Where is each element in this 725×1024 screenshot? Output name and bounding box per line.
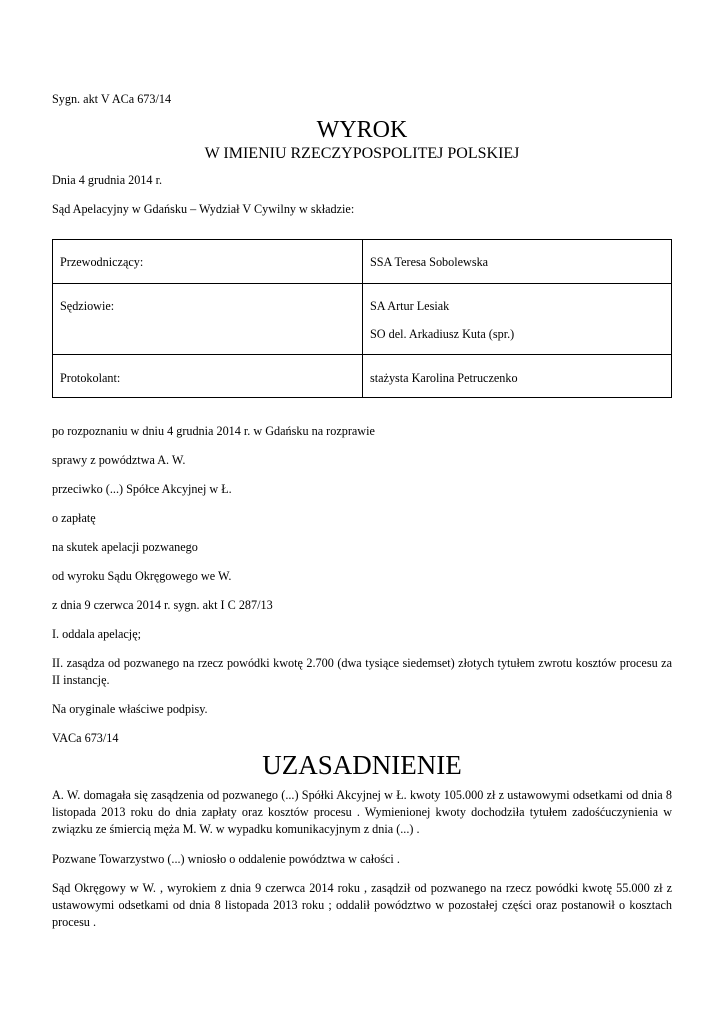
proceedings-line: na skutek apelacji pozwanego [52,540,198,554]
justification-paragraph: Pozwane Towarzystwo (...) wniosło o oddalenie powództwa w całości . [52,852,400,866]
presiding-value-cell: SSA Teresa Sobolewska [363,240,672,284]
judgment-date: Dnia 4 grudnia 2014 r. [52,173,163,187]
judges-label-cell: Sędziowie: [53,284,363,355]
proceedings-line: od wyroku Sądu Okręgowego we W. [52,569,232,583]
table-row [53,284,672,355]
judgment-title: WYROK [316,117,408,143]
table-row [53,355,672,398]
ruling-point-1: I. oddala apelację; [52,627,141,641]
ruling-point-2: II. zasądza od pozwanego na rzecz powódki kwotę 2.700 (dwa tysiące siedemset) złotych tytułem zwrotu kosztów procesu za II instancję. [52,656,672,687]
case-number: Sygn. akt V ACa 673/14 [52,92,172,106]
proceedings-line: po rozpoznaniu w dniu 4 grudnia 2014 r. w Gdańsku na rozprawie [52,424,375,438]
justification-reference: VACa 673/14 [52,731,119,745]
justification-title: UZASADNIENIE [262,750,462,780]
proceedings-line: przeciwko (...) Spółce Akcyjnej w Ł. [52,482,232,496]
justification-paragraph: A. W. domagała się zasądzenia od pozwanego (...) Spółki Akcyjnej w Ł. kwoty 105.000 zł z ustawowymi odsetkami od dnia 8 listopada 2013 roku do dnia zapłaty oraz kosztów procesu . Wymienionej kwoty dochodziła tytułem zadośćuczynienia w związku ze śmiercią męża M. W. w wypadku komunikacyjnym z dnia (...) . [52,788,672,836]
proceedings-line: z dnia 9 czerwca 2014 r. sygn. akt I C 287/13 [52,598,273,612]
signatures-note: Na oryginale właściwe podpisy. [52,702,208,716]
judgment-subtitle: W IMIENIU RZECZYPOSPOLITEJ POLSKIEJ [204,145,520,162]
court-composition: Sąd Apelacyjny w Gdańsku – Wydział V Cywilny w składzie: [52,202,355,216]
panel-table [52,239,672,398]
presiding-label-cell: Przewodniczący: [53,240,363,284]
clerk-value-cell: stażysta Karolina Petruczenko [363,355,672,398]
proceedings-line: o zapłatę [52,511,96,525]
justification-paragraph: Sąd Okręgowy w W. , wyrokiem z dnia 9 czerwca 2014 roku , zasądził od pozwanego na rzecz powódki kwotę 55.000 zł z ustawowymi odsetkami od dnia 8 listopada 2013 roku ; oddalił powództwo w pozostałej części oraz postanowił o kosztach procesu . [52,881,672,929]
clerk-label-cell: Protokolant: [53,355,363,398]
proceedings-line: sprawy z powództwa A. W. [52,453,186,467]
table-row [53,240,672,284]
judges-value-cell: SA Artur Lesiak SO del. Arkadiusz Kuta (spr.) [363,284,672,355]
